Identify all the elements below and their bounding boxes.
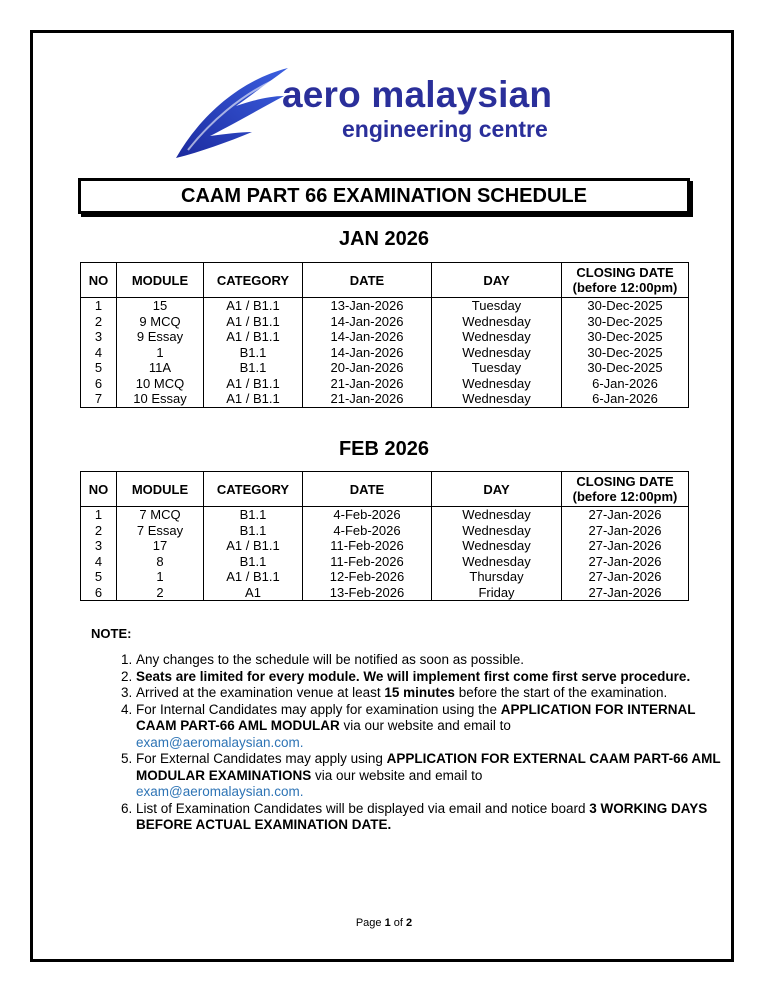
cell-category: B1.1 — [204, 360, 303, 376]
cell-date: 13-Jan-2026 — [303, 298, 432, 314]
jan-heading: JAN 2026 — [338, 228, 430, 250]
cell-date: 11-Feb-2026 — [303, 538, 432, 554]
cell-day: Friday — [432, 585, 562, 601]
cell-closing-date: 27-Jan-2026 — [562, 569, 689, 585]
cell-module: 10 Essay — [117, 391, 204, 407]
cell-module: 8 — [117, 554, 204, 570]
cell-day: Wednesday — [432, 314, 562, 330]
logo-text-primary: aero malaysian — [282, 74, 553, 115]
cell-date: 13-Feb-2026 — [303, 585, 432, 601]
note-item — [136, 669, 726, 686]
email-link[interactable]: exam@aeromalaysian.com. — [136, 734, 304, 750]
page-title: CAAM PART 66 EXAMINATION SCHEDULE — [78, 178, 690, 214]
header-closing-date — [562, 472, 689, 507]
cell-closing-date: 30-Dec-2025 — [562, 360, 689, 376]
table-row — [81, 569, 689, 585]
cell-category: A1 / B1.1 — [204, 391, 303, 407]
feb-schedule-table — [80, 471, 689, 601]
table-row — [81, 298, 689, 314]
company-logo — [170, 66, 600, 162]
logo-text-secondary: engineering centre — [342, 116, 548, 142]
cell-closing-date: 27-Jan-2026 — [562, 523, 689, 539]
cell-no: 1 — [81, 298, 117, 314]
cell-no: 4 — [81, 554, 117, 570]
note-text: before the start of the examination. — [454, 685, 668, 700]
cell-no: 2 — [81, 314, 117, 330]
cell-module: 1 — [117, 569, 204, 585]
cell-category: A1 — [204, 585, 303, 601]
cell-no: 7 — [81, 391, 117, 407]
cell-category: B1.1 — [204, 507, 303, 523]
note-item — [136, 685, 726, 702]
cell-day: Tuesday — [432, 360, 562, 376]
page-total: 2 — [406, 917, 413, 929]
header-category: CATEGORY — [204, 472, 303, 507]
header-date: DATE — [303, 263, 432, 298]
cell-day: Wednesday — [432, 523, 562, 539]
cell-no: 2 — [81, 523, 117, 539]
cell-day: Wednesday — [432, 554, 562, 570]
table-row — [81, 360, 689, 376]
page-word: Page — [355, 917, 385, 929]
note-text-bold: Seats are limited for every module. We will implement first come first serve procedure. — [136, 668, 691, 684]
cell-closing-date: 30-Dec-2025 — [562, 298, 689, 314]
external-application-form-name: APPLICATION FOR EXTERNAL CAAM PART-66 AML MODULAR EXAMINATIONS — [136, 751, 721, 783]
note-text-bold: 15 minutes — [384, 685, 455, 700]
header-category: CATEGORY — [204, 263, 303, 298]
note-item — [136, 702, 726, 752]
cell-day: Wednesday — [432, 329, 562, 345]
wing-logo-icon — [170, 66, 290, 162]
cell-category: B1.1 — [204, 523, 303, 539]
table-header-row — [81, 472, 689, 507]
cell-category: A1 / B1.1 — [204, 569, 303, 585]
notes-list — [100, 652, 726, 834]
cell-closing-date: 27-Jan-2026 — [562, 507, 689, 523]
cell-day: Wednesday — [432, 538, 562, 554]
cell-closing-date: 27-Jan-2026 — [562, 554, 689, 570]
cell-no: 3 — [81, 329, 117, 345]
note-text: Any changes to the schedule will be notified as soon as possible. — [136, 652, 524, 667]
cell-category: A1 / B1.1 — [204, 314, 303, 330]
table-row — [81, 585, 689, 601]
cell-day: Wednesday — [432, 376, 562, 392]
cell-closing-date: 27-Jan-2026 — [562, 585, 689, 601]
cell-date: 12-Feb-2026 — [303, 569, 432, 585]
cell-no: 1 — [81, 507, 117, 523]
cell-module: 7 MCQ — [117, 507, 204, 523]
header-module: MODULE — [117, 472, 204, 507]
cell-closing-date: 30-Dec-2025 — [562, 345, 689, 361]
note-item — [136, 652, 726, 669]
header-date: DATE — [303, 472, 432, 507]
cell-date: 4-Feb-2026 — [303, 523, 432, 539]
table-row — [81, 391, 689, 407]
cell-closing-date: 27-Jan-2026 — [562, 538, 689, 554]
note-text-bold: 3 WORKING DAYS BEFORE ACTUAL EXAMINATION DATE. — [136, 800, 708, 832]
header-day: DAY — [432, 263, 562, 298]
feb-heading: FEB 2026 — [338, 438, 430, 460]
cell-no: 3 — [81, 538, 117, 554]
cell-module: 1 — [117, 345, 204, 361]
note-text: via our website and email to — [339, 718, 511, 733]
cell-closing-date: 30-Dec-2025 — [562, 314, 689, 330]
table-row — [81, 538, 689, 554]
header-closing-date — [562, 263, 689, 298]
cell-date: 14-Jan-2026 — [303, 345, 432, 361]
page-of-word: of — [390, 917, 407, 929]
header-day: DAY — [432, 472, 562, 507]
cell-closing-date: 6-Jan-2026 — [562, 391, 689, 407]
cell-module: 2 — [117, 585, 204, 601]
note-text: List of Examination Candidates will be displayed via email and notice board — [136, 800, 590, 816]
cell-closing-date: 6-Jan-2026 — [562, 376, 689, 392]
email-link[interactable]: exam@aeromalaysian.com. — [136, 784, 304, 799]
header-module: MODULE — [117, 263, 204, 298]
note-text: Arrived at the examination venue at least — [136, 685, 385, 700]
cell-no: 6 — [81, 376, 117, 392]
cell-module: 9 MCQ — [117, 314, 204, 330]
cell-no: 5 — [81, 569, 117, 585]
cell-date: 14-Jan-2026 — [303, 314, 432, 330]
cell-category: A1 / B1.1 — [204, 298, 303, 314]
cell-date: 20-Jan-2026 — [303, 360, 432, 376]
page-number — [0, 917, 768, 929]
table-row — [81, 329, 689, 345]
cell-no: 6 — [81, 585, 117, 601]
note-text: via our website and email to — [311, 767, 483, 783]
note-item — [136, 801, 726, 834]
cell-module: 10 MCQ — [117, 376, 204, 392]
closing-date-note: (before 12:00pm) — [572, 489, 678, 504]
table-row — [81, 507, 689, 523]
note-text: For External Candidates may apply using — [136, 751, 387, 766]
internal-application-form-name: APPLICATION FOR INTERNAL CAAM PART-66 AML MODULAR — [136, 701, 696, 733]
header-no: NO — [81, 263, 117, 298]
cell-day: Wednesday — [432, 507, 562, 523]
table-header-row — [81, 263, 689, 298]
cell-category: B1.1 — [204, 554, 303, 570]
cell-module: 7 Essay — [117, 523, 204, 539]
closing-date-label: CLOSING DATE — [576, 474, 674, 489]
cell-day: Wednesday — [432, 345, 562, 361]
table-row — [81, 345, 689, 361]
table-row — [81, 314, 689, 330]
page-current: 1 — [384, 917, 391, 929]
jan-schedule-table — [80, 262, 689, 408]
cell-day: Tuesday — [432, 298, 562, 314]
note-text: For Internal Candidates may apply for examination using the — [136, 701, 501, 717]
note-item — [136, 751, 726, 801]
cell-no: 5 — [81, 360, 117, 376]
cell-date: 14-Jan-2026 — [303, 329, 432, 345]
cell-category: B1.1 — [204, 345, 303, 361]
cell-category: A1 / B1.1 — [204, 538, 303, 554]
table-row — [81, 523, 689, 539]
cell-day: Wednesday — [432, 391, 562, 407]
header-no: NO — [81, 472, 117, 507]
closing-date-note: (before 12:00pm) — [572, 280, 678, 295]
table-row — [81, 376, 689, 392]
cell-closing-date: 30-Dec-2025 — [562, 329, 689, 345]
cell-day: Thursday — [432, 569, 562, 585]
cell-module: 17 — [117, 538, 204, 554]
cell-module: 9 Essay — [117, 329, 204, 345]
closing-date-label: CLOSING DATE — [576, 265, 674, 280]
note-heading: NOTE: — [91, 626, 132, 641]
cell-date: 11-Feb-2026 — [303, 554, 432, 570]
cell-date: 4-Feb-2026 — [303, 507, 432, 523]
cell-module: 11A — [117, 360, 204, 376]
table-row — [81, 554, 689, 570]
cell-date: 21-Jan-2026 — [303, 376, 432, 392]
cell-no: 4 — [81, 345, 117, 361]
cell-category: A1 / B1.1 — [204, 376, 303, 392]
cell-module: 15 — [117, 298, 204, 314]
cell-category: A1 / B1.1 — [204, 329, 303, 345]
cell-date: 21-Jan-2026 — [303, 391, 432, 407]
